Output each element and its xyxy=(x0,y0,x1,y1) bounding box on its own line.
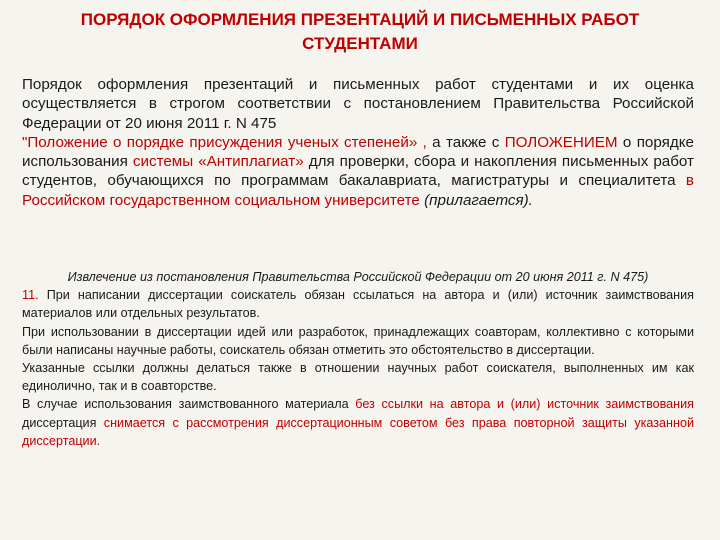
intro-text-2c: для проверки, сбора и накопления письменных работ студентов, обучающихся по программам бакалавриата, магистратуры и специалитета xyxy=(22,153,694,190)
extract-paragraph-3: Указанные ссылки должны делаться также в отношении научных работ соискателя, выполненных им как единолично, так и в соавторстве. xyxy=(22,361,694,394)
intro-text-2b: о порядке использования xyxy=(22,133,694,171)
extract-heading: Извлечение из постановления Правительства Российской Федерации от 20 июня 2011 г. N 475) xyxy=(67,270,649,284)
regulation-title: "Положение о порядке присуждения ученых степеней» , xyxy=(22,133,427,151)
extract-paragraph-4 xyxy=(22,395,694,450)
item-number: 11. xyxy=(22,288,39,303)
polozheniem-highlight: ПОЛОЖЕНИЕМ xyxy=(504,133,618,151)
attached-note: (прилагается). xyxy=(419,191,533,209)
university-highlight: в Российском государственном социальном университете xyxy=(22,172,694,209)
removal-highlight: снимается с рассмотрения диссертационным советом без права повторной защиты указанной диссертации. xyxy=(22,415,694,448)
page-title: ПОРЯДОК ОФОРМЛЕНИЯ ПРЕЗЕНТАЦИЙ И ПИСЬМЕННЫХ РАБОТ СТУДЕНТАМИ xyxy=(80,10,640,53)
extract-text-4a: В случае использования заимствованного материала xyxy=(22,397,356,412)
intro-text-1: Порядок оформления презентаций и письменных работ студентами и их оценка осуществляется в строгом соответствии с постановлением Правительства Российской Федерации от 20 июня 2011 г. N 475 xyxy=(22,76,694,132)
no-reference-highlight: без ссылки на автора и (или) источник заимствования xyxy=(355,397,694,412)
regulation-extract xyxy=(22,268,694,450)
intro-text-2a: а также с xyxy=(426,133,505,151)
extract-text-4b: диссертация xyxy=(22,415,104,430)
extract-paragraph-2: При использовании в диссертации идей или разработок, принадлежащих соавторам, коллективно с которыми были написаны научные работы, соискатель обязан отметить это обстоятельство в диссертации. xyxy=(22,324,694,357)
extract-text-1: При написании диссертации соискатель обязан ссылаться на автора и (или) источник заимствования материалов или отдельных результатов. xyxy=(22,288,694,321)
antiplagiat-highlight: системы «Антиплагиат» xyxy=(132,153,304,171)
extract-paragraph-1 xyxy=(22,286,694,322)
intro-paragraph xyxy=(22,75,694,210)
